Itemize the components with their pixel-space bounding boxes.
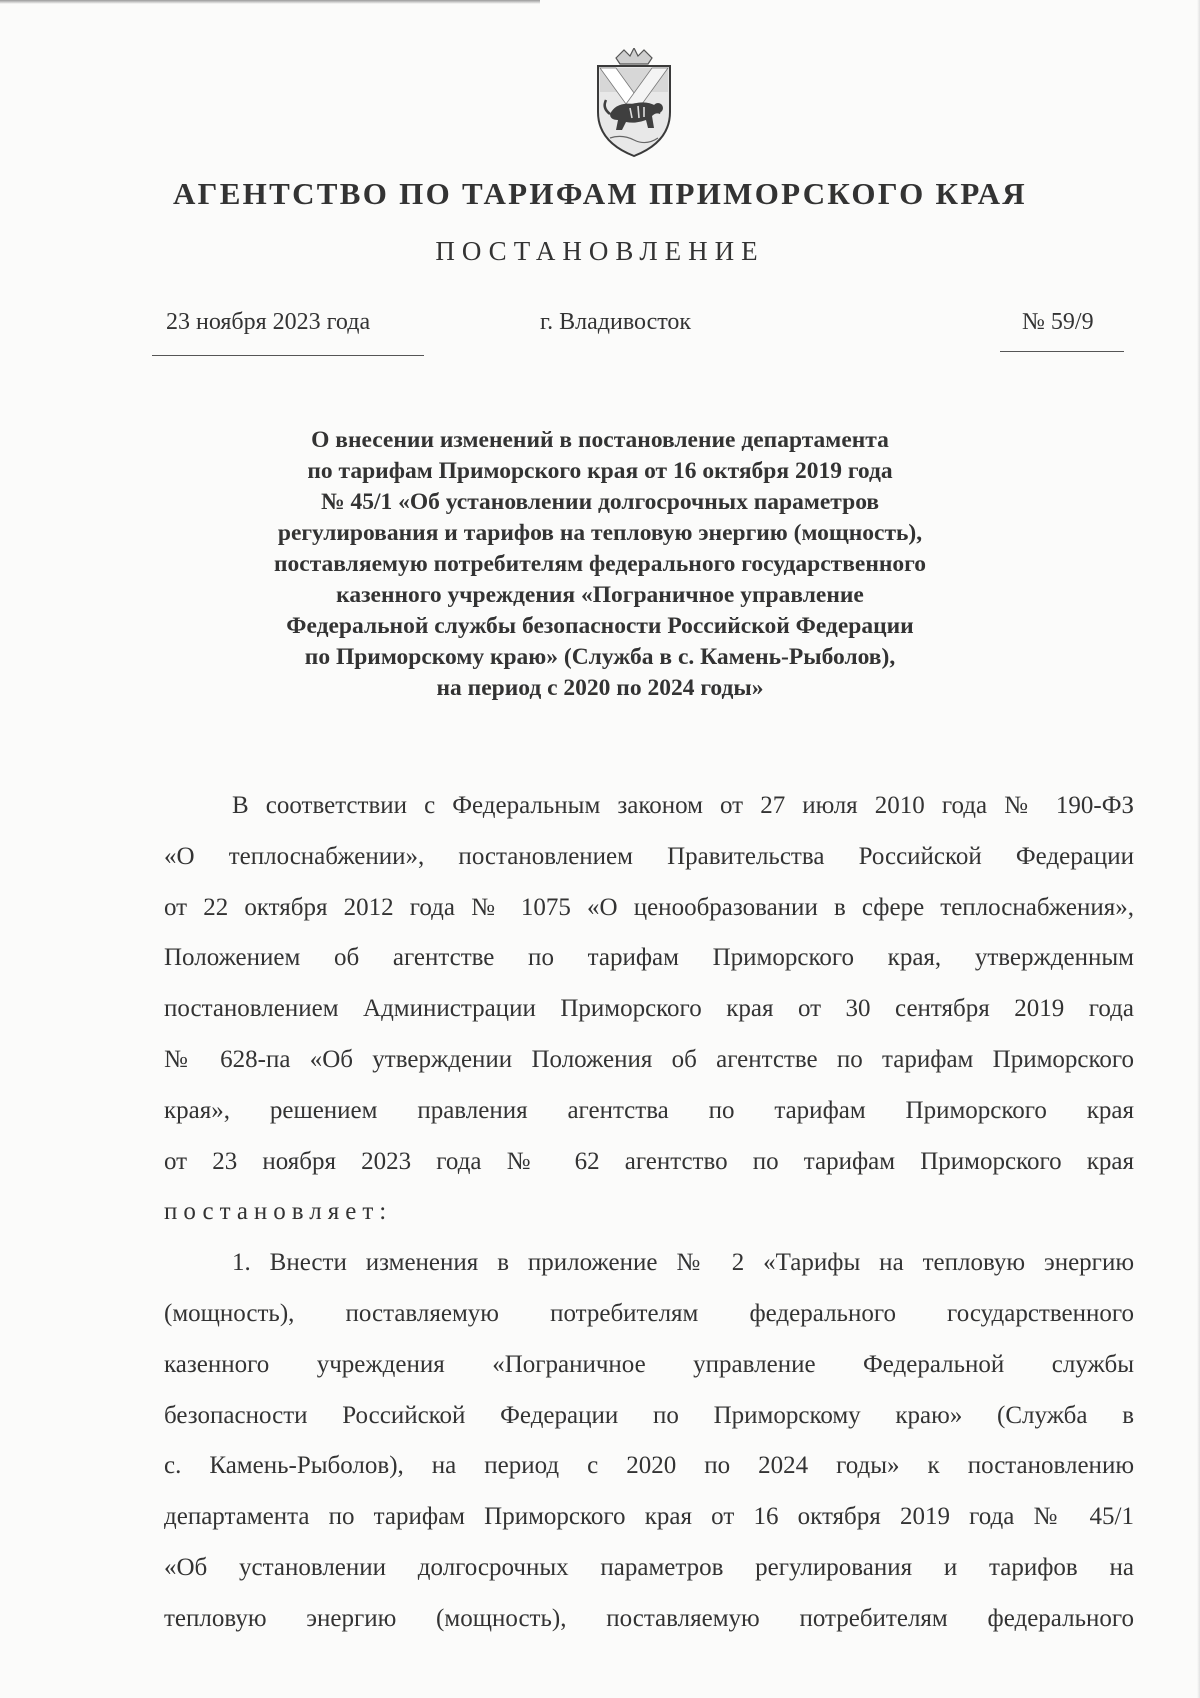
document-heading [200,425,1000,704]
document-body [164,781,1134,1645]
document-type: ПОСТАНОВЛЕНИЕ [435,236,765,266]
heading-line: на период с 2020 по 2024 годы» [436,675,764,701]
heading-line: № 45/1 «Об установлении долгосрочных параметров [320,489,880,515]
body-line: с. Камень-Рыболов), на период с 2020 по 2024 годы» к постановлению [164,1452,1134,1480]
heading-line: поставляемую потребителям федерального государственного [274,551,926,577]
body-line: постановлением Администрации Приморского края от 30 сентября 2019 года [164,995,1134,1023]
body-line: В соответствии с Федеральным законом от 27 июля 2010 года № 190-ФЗ [232,792,1134,819]
heading-line: Федеральной службы безопасности Российской Федерации [286,613,914,639]
agency-title: АГЕНТСТВО ПО ТАРИФАМ ПРИМОРСКОГО КРАЯ [173,176,1027,211]
body-line: безопасности Российской Федерации по Приморскому краю» (Служба в [164,1401,1134,1429]
heading-line: казенного учреждения «Пограничное управление [336,582,864,608]
body-line: Положением об агентстве по тарифам Приморского края, утвержденным [164,944,1134,972]
body-line: от 23 ноября 2023 года № 62 агентство по тарифам Приморского края [164,1147,1134,1175]
body-line: края», решением правления агентства по тарифам Приморского края [164,1096,1134,1124]
document-city: г. Владивосток [540,309,692,335]
body-line: департамента по тарифам Приморского края от 16 октября 2019 года № 45/1 [164,1503,1134,1531]
document-number: № 59/9 [1022,309,1094,335]
body-line: казенного учреждения «Пограничное управление Федеральной службы [164,1350,1134,1378]
body-line: «О теплоснабжении», постановлением Правительства Российской Федерации [164,842,1134,870]
body-line: (мощность), поставляемую потребителям федерального государственного [164,1299,1134,1327]
body-line: 1. Внести изменения в приложение № 2 «Тарифы на тепловую энергию [232,1249,1134,1277]
heading-line: О внесении изменений в постановление департамента [311,427,889,453]
heading-line: по тарифам Приморского края от 16 октября 2019 года [307,458,893,484]
body-line: № 628-па «Об утверждении Положения об агентстве по тарифам Приморского [164,1045,1134,1073]
body-line: от 22 октября 2012 года № 1075 «О ценообразовании в сфере теплоснабжения», [164,893,1134,921]
body-line: «Об установлении долгосрочных параметров регулирования и тарифов на [164,1553,1134,1581]
decree-word: постановляет: [164,1198,393,1226]
number-underline [1000,351,1124,352]
coat-of-arms-icon [586,48,682,160]
scan-edge [0,0,540,4]
heading-line: по Приморскому краю» (Служба в с. Камень-Рыболов), [304,644,896,670]
date-underline [152,355,424,356]
body-line: тепловую энергию (мощность), поставляемую потребителям федерального [164,1604,1134,1632]
heading-line: регулирования и тарифов на тепловую энергию (мощность), [277,520,923,546]
document-date: 23 ноября 2023 года [166,309,371,335]
